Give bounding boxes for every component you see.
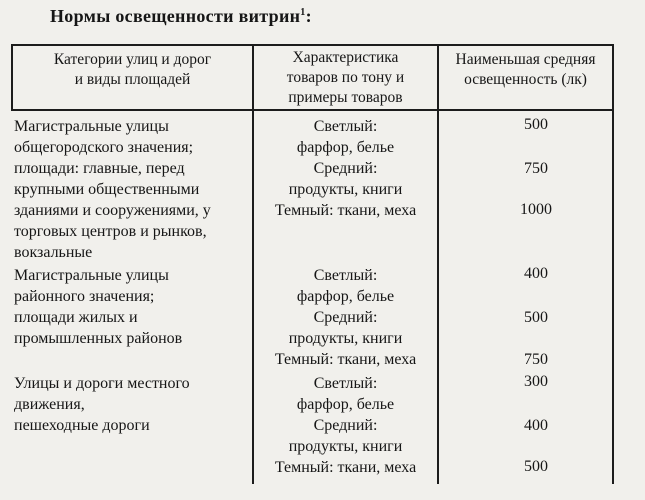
lux-value: 500 xyxy=(524,458,548,475)
lux-value: 1000 xyxy=(520,201,552,218)
column-divider-2 xyxy=(437,44,439,484)
title-footnote: 1 xyxy=(300,7,306,18)
page-title xyxy=(50,6,312,27)
illumination-table xyxy=(11,44,614,484)
goods-cell-3: Светлый: фарфор, белье Средний: продукты, книги Темный: ткани, меха xyxy=(274,375,417,476)
title-text: Нормы освещенности витрин xyxy=(50,6,301,26)
lux-value: 400 xyxy=(524,265,548,282)
header-illuminance: Наименьшая средняя освещенность (лк) xyxy=(455,51,596,88)
title-suffix: : xyxy=(305,6,312,26)
goods-cell-2: Светлый: фарфор, белье Средний: продукты, книги Темный: ткани, меха xyxy=(274,267,417,368)
lux-value: 300 xyxy=(524,373,548,390)
goods-cell-1: Светлый: фарфор, белье Средний: продукты, книги Темный: ткани, меха xyxy=(274,118,417,219)
header-goods: Характеристика товаров по тону и примеры товаров xyxy=(286,49,405,106)
category-cell-2: Магистральные улицы районного значения; площади жилых и промышленных районов xyxy=(14,267,183,347)
lux-value: 750 xyxy=(524,160,548,177)
table-right-border xyxy=(612,44,614,484)
category-cell-3: Улицы и дороги местного движения, пешеходные дороги xyxy=(14,375,190,434)
table-top-border xyxy=(11,44,614,46)
lux-value: 400 xyxy=(524,417,548,434)
lux-value: 500 xyxy=(524,116,548,133)
header-divider xyxy=(11,109,614,111)
category-cell-1: Магистральные улицы общегородского значения; площади: главные, перед крупными общественными зданиями и сооружениями, у торговых центров и рынков, вокзальные xyxy=(14,118,211,261)
lux-value: 500 xyxy=(524,309,548,326)
header-category: Категории улиц и дорог и виды площадей xyxy=(53,51,212,88)
lux-value: 750 xyxy=(524,351,548,368)
